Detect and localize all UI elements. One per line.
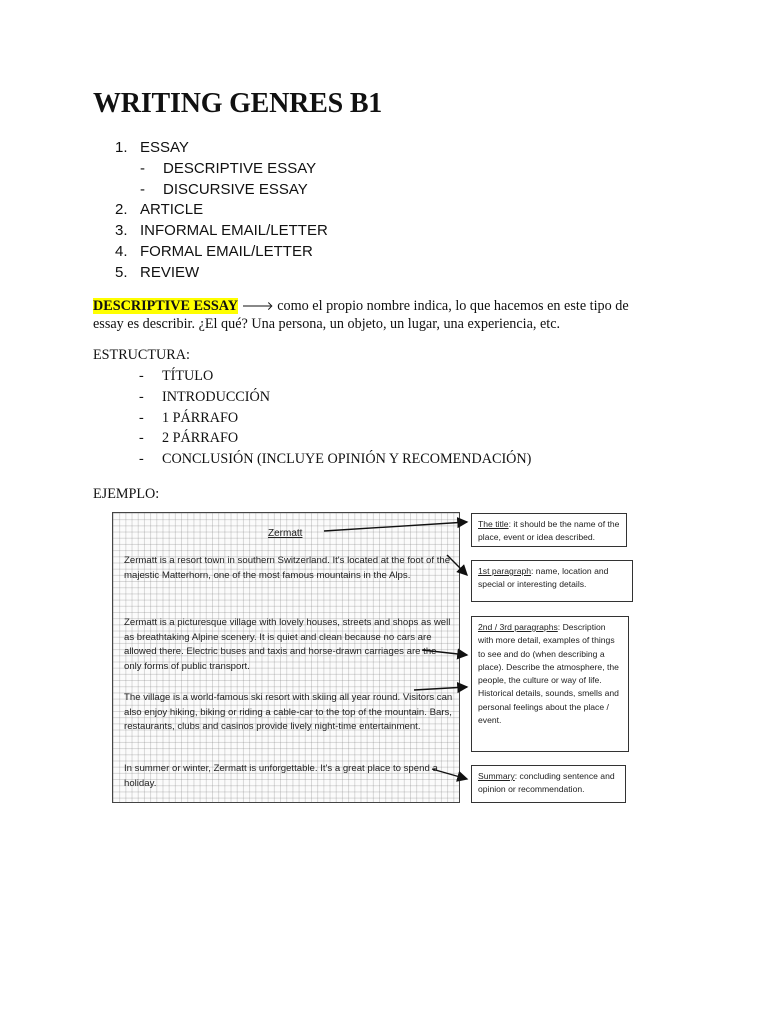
dash-bullet: - bbox=[139, 409, 144, 426]
dash-bullet: - bbox=[139, 368, 144, 384]
list-item bbox=[115, 263, 328, 284]
list-label: DISCURSIVE ESSAY bbox=[163, 180, 308, 198]
list-item bbox=[139, 387, 531, 408]
annotation-label: The title bbox=[478, 519, 509, 529]
sub-list-item bbox=[115, 180, 328, 201]
example-figure bbox=[112, 503, 650, 819]
list-item bbox=[139, 449, 531, 470]
list-label: 2 PÁRRAFO bbox=[162, 430, 239, 447]
genre-list bbox=[115, 138, 328, 284]
list-item bbox=[115, 221, 328, 242]
structure-list bbox=[139, 366, 531, 470]
essay-paragraph: Zermatt is a resort town in southern Switzerland. It's located at the foot of the majestic Matterhorn, one of the most famous mountains in the Alps. bbox=[124, 555, 451, 581]
list-label: TÍTULO bbox=[162, 368, 214, 384]
annotation-text: : name, location and special or interesting details. bbox=[478, 566, 609, 590]
dash-bullet: - bbox=[139, 451, 144, 468]
essay-paragraph: Zermatt is a picturesque village with lovely houses, streets and shops as well as breathtaking Alpine scenery. It is quiet and clean because no cars are allowed there. Electric buses and taxis and horse-drawn carriages are the only forms of public transport. bbox=[124, 617, 451, 672]
arrow-title bbox=[324, 522, 467, 531]
dash-bullet: - bbox=[139, 388, 144, 405]
right-arrow-icon: 🡒 bbox=[241, 299, 274, 313]
arrow-paragraph-1 bbox=[447, 555, 467, 575]
essay-paragraph: In summer or winter, Zermatt is unforgettable. It's a great place to spend a holiday. bbox=[124, 763, 438, 789]
list-item bbox=[139, 408, 531, 429]
annotation-label: Summary bbox=[478, 771, 515, 781]
annotation-text: : Description with more detail, examples of things to see and do (when describing a place). Describe the atmosphere, the people, the culture or way of life. Historical details, sounds, smells and personal feelings about the place / event. bbox=[478, 622, 619, 726]
arrow-paragraph-2 bbox=[422, 650, 467, 655]
annotation-label: 1st paragraph bbox=[478, 566, 532, 576]
structure-label: ESTRUCTURA: bbox=[93, 347, 190, 363]
list-label: DESCRIPTIVE ESSAY bbox=[163, 159, 317, 177]
list-number: 3. bbox=[115, 222, 128, 240]
dash-bullet: - bbox=[140, 180, 145, 198]
dash-bullet: - bbox=[139, 430, 144, 447]
list-label: CONCLUSIÓN (INCLUYE OPINIÓN Y RECOMENDACIÓN) bbox=[162, 451, 532, 468]
list-item bbox=[115, 138, 328, 159]
list-label: FORMAL EMAIL/LETTER bbox=[140, 242, 313, 260]
page-title: WRITING GENRES B1 bbox=[93, 88, 383, 119]
list-label: ARTICLE bbox=[140, 201, 204, 219]
list-label: 1 PÁRRAFO bbox=[162, 409, 239, 426]
connector-arrows bbox=[112, 503, 650, 819]
paragraph-text: como el propio nombre indica, lo que hacemos en este tipo de essay es describir. ¿El qué? Una persona, un objeto, un lugar, una experiencia, etc. bbox=[93, 298, 629, 332]
dash-bullet: - bbox=[140, 159, 145, 177]
arrow-paragraph-3 bbox=[414, 687, 467, 690]
essay-title: Zermatt bbox=[268, 528, 303, 539]
list-number: 1. bbox=[115, 139, 128, 156]
annotation-text: : concluding sentence and opinion or recommendation. bbox=[478, 771, 615, 795]
annotation-label: 2nd / 3rd paragraphs bbox=[478, 622, 558, 632]
list-item bbox=[115, 242, 328, 263]
list-item bbox=[139, 428, 531, 449]
descriptive-essay-paragraph bbox=[93, 297, 633, 333]
list-item bbox=[139, 366, 531, 387]
list-label: INFORMAL EMAIL/LETTER bbox=[140, 222, 328, 240]
essay-paragraph: The village is a world-famous ski resort with skiing all year round. Visitors can also enjoy hiking, biking or riding a cable-car to the top of the mountain. Bars, restaurants, clubs and casinos provide lively night-time entertainment. bbox=[124, 692, 453, 732]
list-label: ESSAY bbox=[140, 139, 189, 156]
list-number: 5. bbox=[115, 263, 128, 281]
example-label: EJEMPLO: bbox=[93, 486, 160, 502]
arrow-summary bbox=[432, 769, 467, 779]
highlighted-term: DESCRIPTIVE ESSAY bbox=[93, 298, 238, 314]
list-item bbox=[115, 200, 328, 221]
list-label: REVIEW bbox=[140, 263, 200, 281]
annotation-text: : it should be the name of the place, event or idea described. bbox=[478, 519, 620, 543]
sub-list-item bbox=[115, 159, 328, 180]
list-number: 4. bbox=[115, 242, 128, 260]
list-label: INTRODUCCIÓN bbox=[162, 388, 270, 405]
list-number: 2. bbox=[115, 201, 128, 219]
